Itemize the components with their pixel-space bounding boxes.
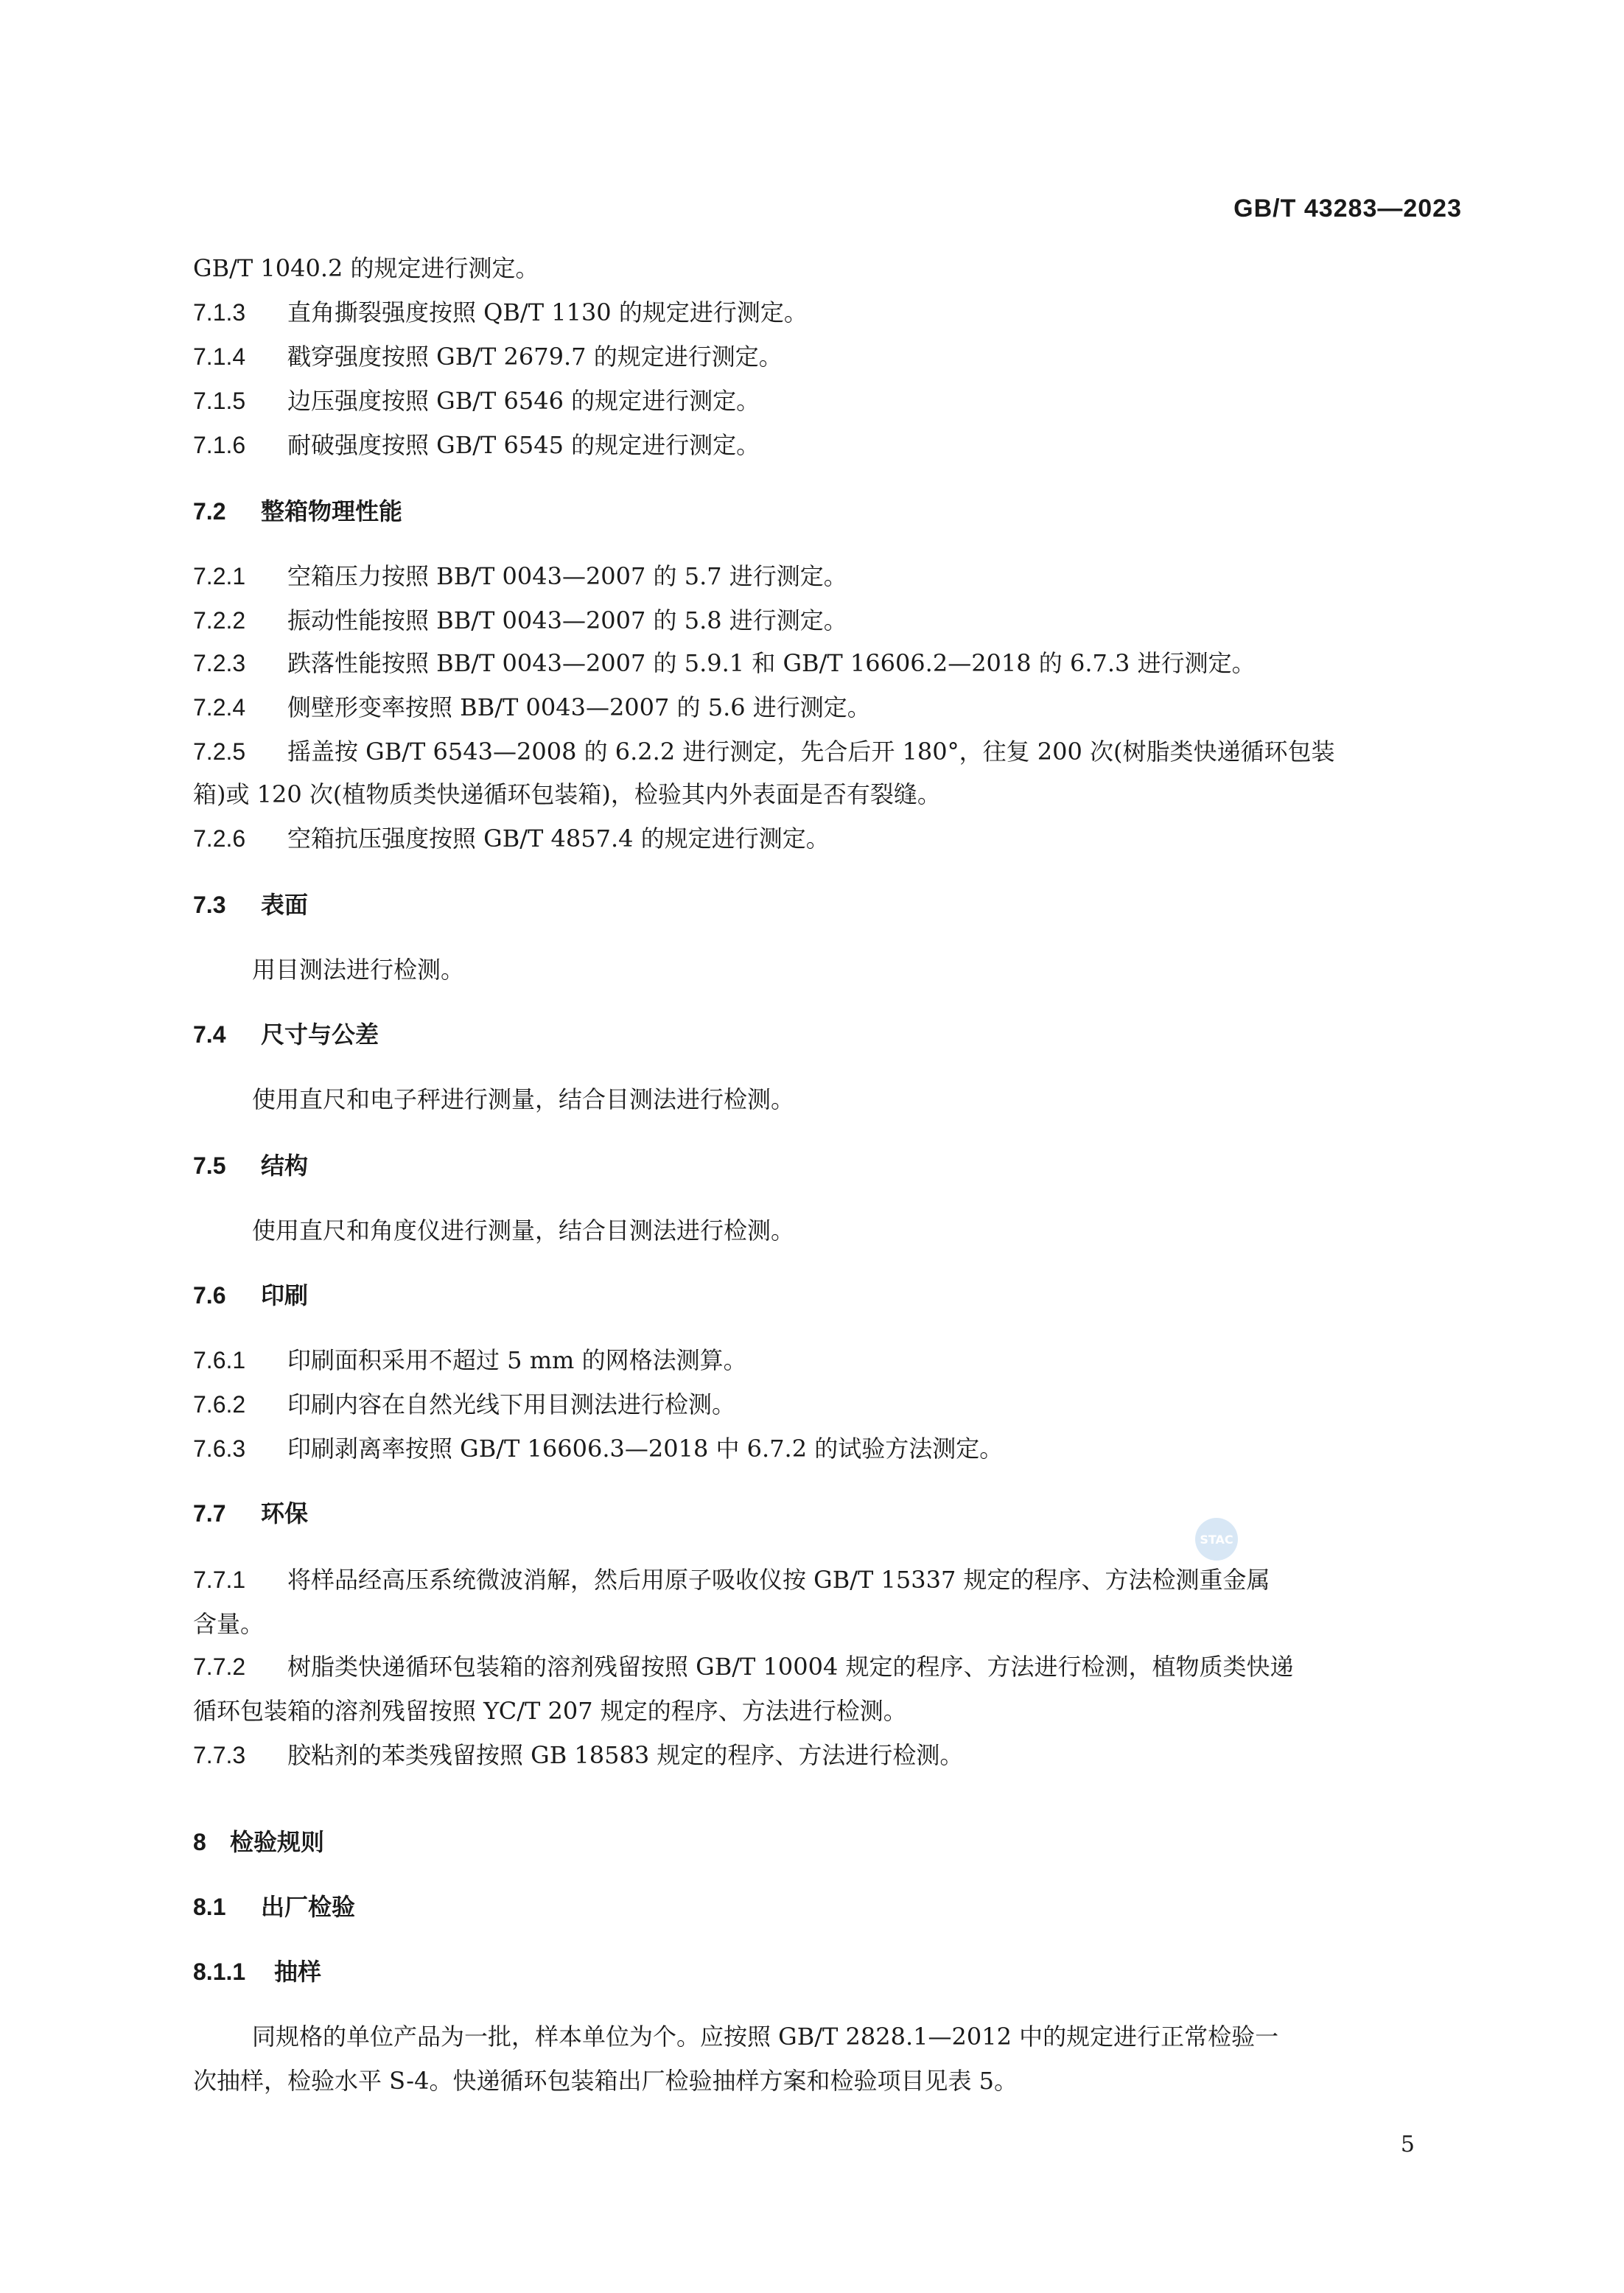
clause-7-6-3: 7.6.3 印刷剥离率按照 GB/T 16606.3—2018 中 6.7.2 的试验方法测定。 [193, 1435, 1004, 1463]
heading-7-7: 7.7 环保 [193, 1499, 309, 1527]
clause-7-1-6: 7.1.6 耐破强度按照 GB/T 6545 的规定进行测定。 [193, 431, 760, 459]
para-8-1-1: 同规格的单位产品为一批，样本单位为个。应按照 GB/T 2828.1—2012 中的规定进行正常检验一 [252, 2023, 1279, 2051]
stac-watermark: STAC [1195, 1518, 1238, 1561]
para-7-5: 使用直尺和角度仪进行测量，结合目测法进行检测。 [252, 1216, 795, 1244]
heading-7-6: 7.6 印刷 [193, 1281, 309, 1309]
heading-7-4: 7.4 尺寸与公差 [193, 1021, 379, 1049]
text-line: GB/T 1040.2 的规定进行测定。 [193, 254, 539, 282]
clause-7-2-1: 7.2.1 空箱压力按照 BB/T 0043—2007 的 5.7 进行测定。 [193, 562, 847, 590]
heading-7-5: 7.5 结构 [193, 1152, 309, 1180]
clause-7-1-3: 7.1.3 直角撕裂强度按照 QB/T 1130 的规定进行测定。 [193, 298, 808, 326]
clause-7-2-4: 7.2.4 侧壁形变率按照 BB/T 0043—2007 的 5.6 进行测定。 [193, 693, 871, 721]
clause-7-1-5: 7.1.5 边压强度按照 GB/T 6546 的规定进行测定。 [193, 387, 760, 415]
clause-7-2-6: 7.2.6 空箱抗压强度按照 GB/T 4857.4 的规定进行测定。 [193, 825, 830, 853]
clause-7-2-5: 7.2.5 摇盖按 GB/T 6543—2008 的 6.2.2 进行测定，先合后开 180°，往复 200 次(树脂类快递循环包装 [193, 738, 1335, 766]
clause-7-6-2: 7.6.2 印刷内容在自然光线下用目测法进行检测。 [193, 1390, 736, 1418]
clause-7-6-1: 7.6.1 印刷面积采用不超过 5 mm 的网格法测算。 [193, 1346, 747, 1374]
clause-7-2-5-cont: 箱)或 120 次(植物质类快递循环包装箱)，检验其内外表面是否有裂缝。 [193, 780, 941, 808]
page-number: 5 [1400, 2132, 1415, 2157]
heading-8-1-1: 8.1.1 抽样 [193, 1958, 322, 1986]
clause-7-1-4: 7.1.4 戳穿强度按照 GB/T 2679.7 的规定进行测定。 [193, 343, 783, 371]
clause-7-7-1: 7.7.1 将样品经高压系统微波消解，然后用原子吸收仪按 GB/T 15337 规定的程序、方法检测重金属 [193, 1566, 1270, 1594]
para-8-1-1-cont: 次抽样，检验水平 S-4。快递循环包装箱出厂检验抽样方案和检验项目见表 5。 [193, 2067, 1018, 2095]
heading-8: 8 检验规则 [193, 1828, 325, 1856]
heading-7-2: 7.2 整箱物理性能 [193, 497, 403, 525]
clause-7-7-3: 7.7.3 胶粘剂的苯类残留按照 GB 18583 规定的程序、方法进行检测。 [193, 1741, 964, 1769]
heading-7-3: 7.3 表面 [193, 891, 309, 919]
clause-7-7-2-cont: 循环包装箱的溶剂残留按照 YC/T 207 规定的程序、方法进行检测。 [193, 1697, 907, 1725]
clause-7-2-3: 7.2.3 跌落性能按照 BB/T 0043—2007 的 5.9.1 和 GB/T 16606.2—2018 的 6.7.3 进行测定。 [193, 649, 1256, 677]
clause-7-2-2: 7.2.2 振动性能按照 BB/T 0043—2007 的 5.8 进行测定。 [193, 606, 847, 634]
clause-7-7-1-cont: 含量。 [193, 1610, 265, 1638]
heading-8-1: 8.1 出厂检验 [193, 1893, 356, 1921]
standard-code-header: GB/T 43283—2023 [1233, 195, 1462, 223]
clause-7-7-2: 7.7.2 树脂类快递循环包装箱的溶剂残留按照 GB/T 10004 规定的程序、方法进行检测，植物质类快递 [193, 1653, 1294, 1681]
para-7-4: 使用直尺和电子秤进行测量，结合目测法进行检测。 [252, 1085, 795, 1113]
para-7-3: 用目测法进行检测。 [252, 956, 465, 984]
